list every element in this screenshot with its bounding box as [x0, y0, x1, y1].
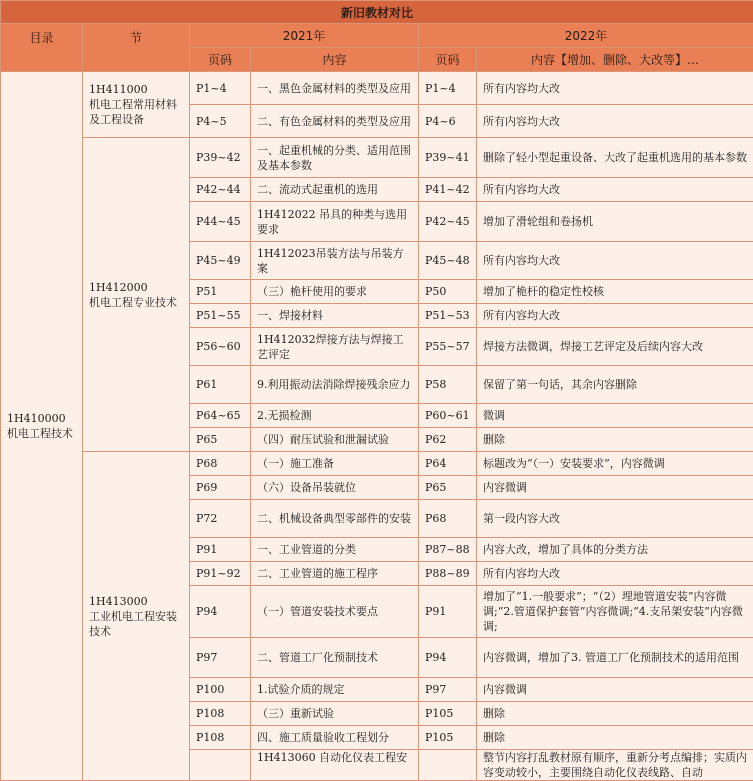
- content-2021-cell: （三）桅杆使用的要求: [251, 280, 419, 304]
- content-2021-cell: 二、工业管道的施工程序: [251, 562, 419, 586]
- content-2022-cell: 删除了轻小型起重设备、大改了起重机选用的基本参数: [477, 138, 753, 178]
- header-page-2021: 页码: [190, 48, 251, 72]
- content-2022-cell: 焊接方法微调，焊接工艺评定及后续内容大改: [477, 328, 753, 366]
- content-2021-cell: （三）重新试验: [251, 702, 419, 726]
- content-2021-cell: 1H412022 吊具的种类与选用要求: [251, 202, 419, 242]
- table-title: 新旧教材对比: [1, 1, 753, 24]
- content-2022-cell: 所有内容均大改: [477, 562, 753, 586]
- content-2021-cell: 一、焊接材料: [251, 304, 419, 328]
- page-2022-cell: P55~57: [419, 328, 477, 366]
- page-2021-cell: P39~42: [190, 138, 251, 178]
- content-2022-cell: 所有内容均大改: [477, 304, 753, 328]
- page-2022-cell: P4~6: [419, 105, 477, 138]
- page-2022-cell: [419, 750, 477, 781]
- content-2022-cell: 删除: [477, 428, 753, 452]
- page-2021-cell: P4~5: [190, 105, 251, 138]
- section-cell: 1H413000 工业机电工程安装技术: [83, 452, 190, 781]
- content-2022-cell: 标题改为“（一）安装要求”，内容微调: [477, 452, 753, 476]
- page-2022-cell: P62: [419, 428, 477, 452]
- page-2022-cell: P41~42: [419, 178, 477, 202]
- content-2022-cell: 整节内容打乱教材原有顺序，重新分考点编排；实质内容变动较小，主要围绕自动化仪表线路、自动: [477, 750, 753, 781]
- page-2022-cell: P65: [419, 476, 477, 500]
- page-2021-cell: [190, 750, 251, 781]
- page-2021-cell: P51: [190, 280, 251, 304]
- content-2022-cell: 内容微调: [477, 476, 753, 500]
- page-2021-cell: P44~45: [190, 202, 251, 242]
- page-2022-cell: P94: [419, 638, 477, 678]
- page-2021-cell: P65: [190, 428, 251, 452]
- content-2021-cell: 二、流动式起重机的选用: [251, 178, 419, 202]
- page-2021-cell: P97: [190, 638, 251, 678]
- content-2022-cell: 增加了桅杆的稳定性校核: [477, 280, 753, 304]
- content-2021-cell: 二、有色金属材料的类型及应用: [251, 105, 419, 138]
- page-2021-cell: P94: [190, 586, 251, 638]
- content-2021-cell: （一）管道安装技术要点: [251, 586, 419, 638]
- content-2022-cell: 删除: [477, 702, 753, 726]
- table-row: [1, 452, 753, 476]
- header-page-2022: 页码: [419, 48, 477, 72]
- table-body: [1, 72, 753, 781]
- page-2021-cell: P72: [190, 500, 251, 538]
- header-2021: 2021年: [190, 24, 419, 48]
- page-2021-cell: P69: [190, 476, 251, 500]
- page-2021-cell: P1~4: [190, 72, 251, 105]
- header-2022: 2022年: [419, 24, 753, 48]
- content-2021-cell: 1H412032焊接方法与焊接工艺评定: [251, 328, 419, 366]
- page-2022-cell: P58: [419, 366, 477, 404]
- content-2022-cell: 所有内容均大改: [477, 105, 753, 138]
- page-2022-cell: P42~45: [419, 202, 477, 242]
- content-2021-cell: （一）施工准备: [251, 452, 419, 476]
- header-content-2022: 内容【增加、删除、大改等】…: [477, 48, 753, 72]
- page-2022-cell: P105: [419, 702, 477, 726]
- page-2022-cell: P64: [419, 452, 477, 476]
- header-catalog: 目录: [1, 24, 83, 72]
- table-row: [1, 138, 753, 178]
- page-2022-cell: P51~53: [419, 304, 477, 328]
- content-2021-cell: 1H413060 自动化仪表工程安: [251, 750, 419, 781]
- content-2022-cell: 内容微调，增加了3. 管道工厂化预制技术的适用范围: [477, 638, 753, 678]
- content-2021-cell: 一、黑色金属材料的类型及应用: [251, 72, 419, 105]
- table-row: [1, 72, 753, 105]
- page-2021-cell: P108: [190, 702, 251, 726]
- header-content-2021: 内容: [251, 48, 419, 72]
- content-2022-cell: 内容微调: [477, 678, 753, 702]
- content-2021-cell: 一、起重机械的分类、适用范围及基本参数: [251, 138, 419, 178]
- page-2022-cell: P50: [419, 280, 477, 304]
- content-2021-cell: 1.试验介质的规定: [251, 678, 419, 702]
- page-2021-cell: P56~60: [190, 328, 251, 366]
- section-cell: 1H412000 机电工程专业技术: [83, 138, 190, 452]
- page-2022-cell: P91: [419, 586, 477, 638]
- page-2022-cell: P105: [419, 726, 477, 750]
- page-2022-cell: P45~48: [419, 242, 477, 280]
- page-2022-cell: P87~88: [419, 538, 477, 562]
- content-2022-cell: 增加了滑轮组和卷扬机: [477, 202, 753, 242]
- content-2021-cell: 一、工业管道的分类: [251, 538, 419, 562]
- page-2021-cell: P68: [190, 452, 251, 476]
- page-2022-cell: P60~61: [419, 404, 477, 428]
- page-2022-cell: P97: [419, 678, 477, 702]
- page-2021-cell: P100: [190, 678, 251, 702]
- content-2021-cell: 二、管道工厂化预制技术: [251, 638, 419, 678]
- content-2022-cell: 删除: [477, 726, 753, 750]
- content-2022-cell: 增加了“1.一般要求”；“（2）埋地管道安装”内容微调;“2.管道保护套管”内容微调;“4.支吊架安装”内容微调;: [477, 586, 753, 638]
- catalog-cell: 1H410000 机电工程技术: [1, 72, 83, 781]
- header-section: 节: [83, 24, 190, 72]
- content-2022-cell: 所有内容均大改: [477, 72, 753, 105]
- content-2022-cell: 所有内容均大改: [477, 242, 753, 280]
- content-2021-cell: 9.利用振动法消除焊接残余应力: [251, 366, 419, 404]
- page-2021-cell: P45~49: [190, 242, 251, 280]
- page-2021-cell: P91~92: [190, 562, 251, 586]
- content-2021-cell: 四、施工质量验收工程划分: [251, 726, 419, 750]
- content-2022-cell: 微调: [477, 404, 753, 428]
- content-2022-cell: 第一段内容大改: [477, 500, 753, 538]
- content-2021-cell: 二、机械设备典型零部件的安装: [251, 500, 419, 538]
- page-2022-cell: P39~41: [419, 138, 477, 178]
- content-2021-cell: （四）耐压试验和泄漏试验: [251, 428, 419, 452]
- content-2022-cell: 保留了第一句话，其余内容删除: [477, 366, 753, 404]
- page-2021-cell: P64~65: [190, 404, 251, 428]
- page-2022-cell: P68: [419, 500, 477, 538]
- page-2021-cell: P61: [190, 366, 251, 404]
- content-2022-cell: 内容大改，增加了具体的分类方法: [477, 538, 753, 562]
- page-2022-cell: P88~89: [419, 562, 477, 586]
- section-cell: 1H411000 机电工程常用材料及工程设备: [83, 72, 190, 138]
- content-2021-cell: 1H412023吊装方法与吊装方案: [251, 242, 419, 280]
- page-2021-cell: P108: [190, 726, 251, 750]
- content-2021-cell: （六）设备吊装就位: [251, 476, 419, 500]
- page-2021-cell: P51~55: [190, 304, 251, 328]
- content-2022-cell: 所有内容均大改: [477, 178, 753, 202]
- page-2022-cell: P1~4: [419, 72, 477, 105]
- page-2021-cell: P42~44: [190, 178, 251, 202]
- content-2021-cell: 2.无损检测: [251, 404, 419, 428]
- page-2021-cell: P91: [190, 538, 251, 562]
